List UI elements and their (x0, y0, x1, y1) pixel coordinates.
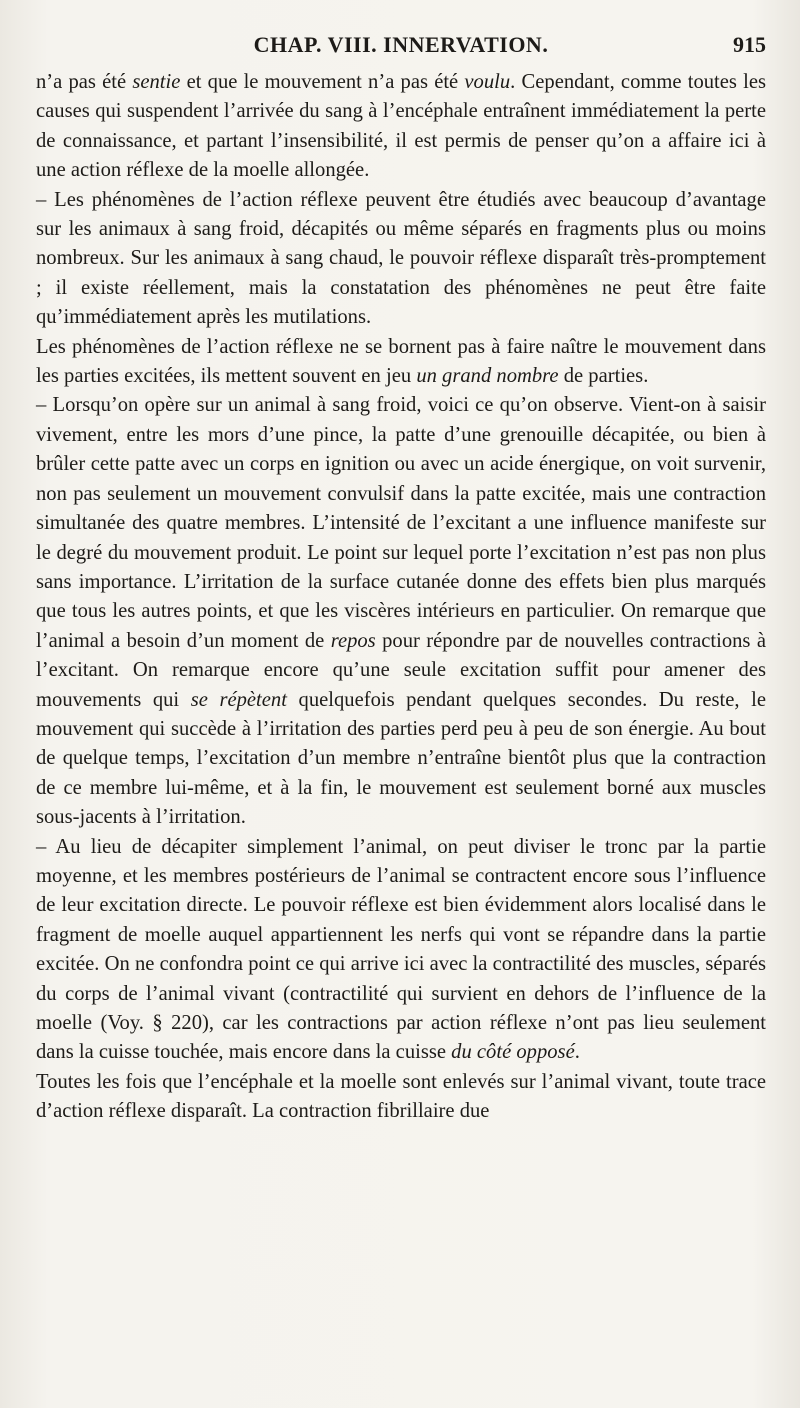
text-run: n’a pas été (36, 71, 133, 93)
italic-text: du côté opposé (451, 1041, 575, 1064)
body-text (36, 68, 766, 1127)
text-run: pour répondre par de nouvelles contractions à l’excitant. On remarque encore qu’une seule excitation suffit pour amener des mouvements qui (36, 629, 766, 711)
text-run: . Cependant, comme toutes les causes qui suspendent l’arrivée du sang à l’encéphale entraînent immédiatement la perte de connaissance, et partant l’insensibilité, il est permis de penser qu’on a affaire ici à une action réflexe de la moelle allongée. (36, 71, 767, 182)
italic-text: voulu (464, 71, 511, 93)
italic-text: se répètent (190, 688, 287, 711)
text-run: de parties. (558, 365, 649, 388)
italic-text: sentie (132, 71, 181, 93)
paragraph (36, 1068, 766, 1127)
chapter-title: CHAP. VIII. INNERVATION. (253, 32, 549, 57)
paragraph (36, 333, 766, 392)
paragraph (36, 186, 766, 333)
text-run: – Au lieu de décapiter simplement l’animal, on peut diviser le tronc par la partie moyenne, et les membres postérieurs de l’animal se contractent encore sous l’influence de leur excitation directe. Le pouvoir réflexe est bien évidemment alors localisé dans le fragment de moelle auquel appartiennent les nerfs qui vont se répandre dans la partie excitée. On ne confondra point ce qui arrive ici avec la contractilité des muscles, séparés du corps de l’animal vivant (contractilité qui survient en dehors de l’influence de la moelle (Voy. § 220), car les contractions par action réflexe n’ont pas lieu seulement dans la cuisse touchée, mais encore dans la cuisse (36, 835, 766, 1064)
text-run: et que le mouvement n’a pas été (180, 71, 465, 93)
text-run: – Lorsqu’on opère sur un animal à sang froid, voici ce qu’on observe. Vient-on à saisir vivement, entre les mors d’une pince, la patte d’une grenouille décapitée, ou bien à brûler cette patte avec un corps en ignition ou avec un acide énergique, on voit survenir, non pas seulement un mouvement convulsif dans la patte excitée, mais une contraction simultanée des quatre membres. L’intensité de l’excitant a une influence manifeste sur le degré du mouvement produit. Le point sur lequel porte l’excitation n’est pas non plus sans importance. L’irritation de la surface cutanée donne des effets bien plus marqués que tous les autres points, et que les viscères intérieurs en particulier. On remarque que l’animal a besoin d’un moment de (36, 394, 766, 652)
text-run: – Les phénomènes de l’action réflexe peuvent être étudiés avec beaucoup d’avantage sur les animaux à sang froid, décapités ou même séparés en fragments plus ou moins nombreux. Sur les animaux à sang chaud, le pouvoir réflexe disparaît très-promptement ; il existe réellement, mais la constatation des phénomènes ne peut être faite qu’immédiatement après les mutilations. (36, 188, 766, 329)
paragraph (36, 68, 766, 186)
text-run: . (574, 1041, 580, 1064)
italic-text: un grand nombre (416, 365, 559, 388)
italic-text: repos (330, 629, 376, 652)
running-head (36, 28, 766, 62)
page-number: 915 (733, 32, 766, 57)
text-run: Toutes les fois que l’encéphale et la moelle sont enlevés sur l’animal vivant, toute trace d’action réflexe disparaît. La contraction fibrillaire due (36, 1070, 766, 1123)
paragraph (36, 391, 766, 832)
text-run: Les phénomènes de l’action réflexe ne se bornent pas à faire naître le mouvement dans les parties excitées, ils mettent souvent en jeu (36, 335, 766, 388)
paragraph (36, 833, 766, 1068)
text-run: quelquefois pendant quelques secondes. Du reste, le mouvement qui succède à l’irritation des parties perd peu à peu de son énergie. Au bout de quelque temps, l’excitation d’un membre n’entraîne bientôt plus que la contraction de ce membre lui-même, et à la fin, le mouvement est seulement borné aux muscles sous-jacents à l’irritation. (36, 688, 767, 829)
